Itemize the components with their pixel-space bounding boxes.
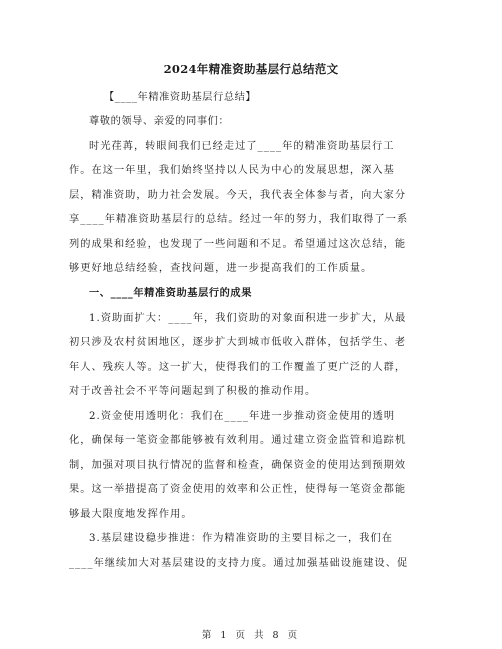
page-number-footer: 第 1 页 共 8 页 bbox=[201, 630, 301, 641]
section-heading: 一、____年精准资助基层行的成果 bbox=[89, 287, 253, 299]
paragraph-line: 列的成果和经验，也发现了一些问题和不足。希望通过这次总结，能 bbox=[69, 239, 407, 250]
document-title: 2024年精准资助基层行总结范文 bbox=[163, 62, 339, 76]
paragraph-line: 3.基层建设稳步推进：作为精准资助的主要目标之一，我们在 bbox=[89, 533, 393, 544]
paragraph-line: 年人、残疾人等。这一扩大，使得我们的工作覆盖了更广泛的人群， bbox=[69, 362, 407, 373]
paragraph-line: 作。在这一年里，我们始终坚持以人民为中心的发展思想，深入基 bbox=[69, 165, 395, 176]
paragraph-line: 1.资助面扩大：____年，我们资助的对象面积进一步扩大，从最 bbox=[89, 313, 407, 324]
paragraph-line: 化，确保每一笔资金都能够被有效利用。通过建立资金监管和追踪机 bbox=[69, 435, 407, 446]
subtitle-line: 【____年精准资助基层行总结】 bbox=[104, 92, 257, 103]
paragraph-line: 够更好地总结经验，查找问题，进一步提高我们的工作质量。 bbox=[69, 263, 373, 274]
salutation-line: 尊敬的领导、亲爱的同事们： bbox=[89, 116, 230, 127]
paragraph-line: 对于改善社会不平等问题起到了积极的推动作用。 bbox=[69, 386, 317, 397]
paragraph-line: 初只涉及农村贫困地区，逐步扩大到城市低收入群体，包括学生、老 bbox=[69, 337, 407, 348]
paragraph-line: 够最大限度地发挥作用。 bbox=[69, 509, 193, 520]
paragraph-line: 层，精准资助，助力社会发展。今天，我代表全体参与者，向大家分 bbox=[69, 190, 407, 201]
paragraph-line: 享____年精准资助基层行的总结。经过一年的努力，我们取得了一系 bbox=[69, 214, 409, 225]
paragraph-line: ____年继续加大对基层建设的支持力度。通过加强基础设施建设、促 bbox=[69, 558, 409, 569]
paragraph-line: 时光荏苒，转眼间我们已经走过了____年的精准资助基层行工 bbox=[89, 141, 395, 152]
paragraph-line: 2.资金使用透明化：我们在____年进一步推动资金使用的透明 bbox=[89, 411, 396, 422]
paragraph-line: 制，加强对项目执行情况的监督和检查，确保资金的使用达到预期效 bbox=[69, 460, 407, 471]
paragraph-line: 果。这一举措提高了资金使用的效率和公正性，使得每一笔资金都能 bbox=[69, 484, 407, 495]
